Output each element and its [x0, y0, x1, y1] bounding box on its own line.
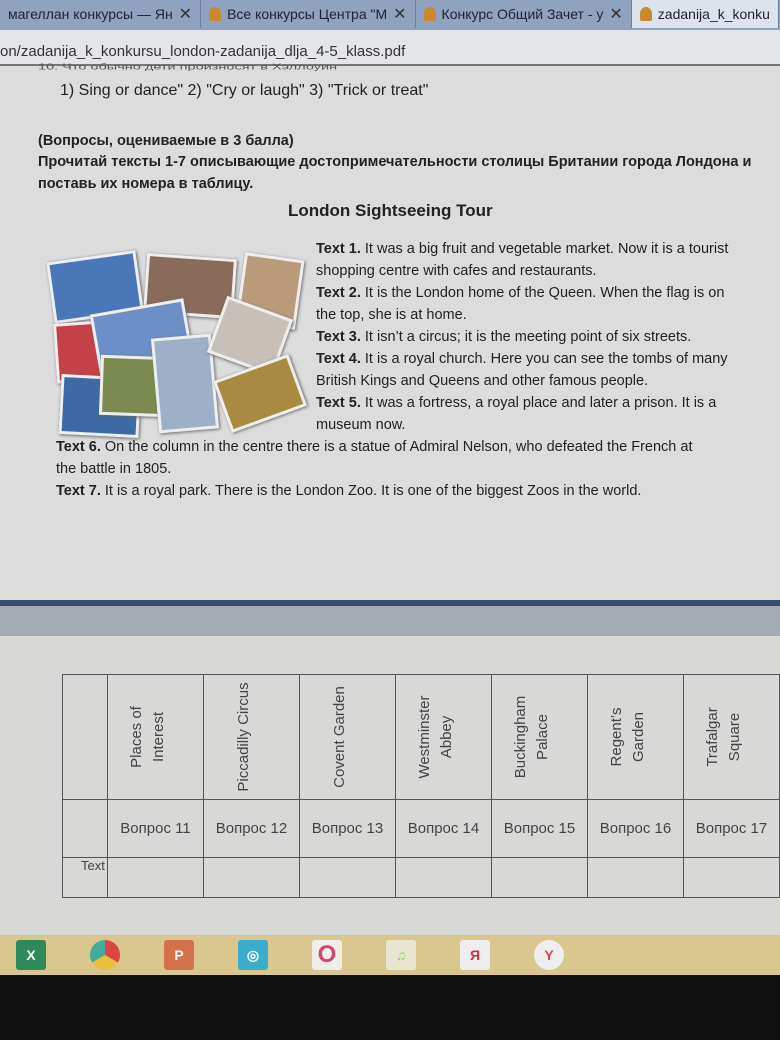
close-icon[interactable]: ✕ — [393, 6, 407, 23]
answer-cell[interactable] — [684, 858, 780, 898]
close-icon[interactable]: ✕ — [178, 6, 193, 23]
pdf-page-2 — [0, 636, 780, 936]
page-separator — [0, 600, 780, 636]
favicon-icon — [209, 7, 221, 21]
text-5: Text 5. It was a fortress, a royal place and later a prison. It is a museum now. — [316, 395, 717, 433]
header-cell: Regent’s Garden — [608, 707, 647, 767]
table-row — [63, 800, 780, 858]
header-cell: Covent Garden — [331, 686, 348, 788]
yandex-browser-icon[interactable]: Y — [534, 940, 564, 970]
question-cell: Вопрос 16 — [588, 800, 684, 858]
answer-cell[interactable] — [588, 858, 684, 898]
instruction: Прочитай тексты 1-7 описывающие достопримечательности столицы Британии города Лондона и поставь их номера в таблицу. — [38, 154, 752, 192]
text-3: Text 3. It isn’t a circus; it is the meeting point of six streets. — [316, 329, 692, 345]
text-1: Text 1. It was a big fruit and vegetable market. Now it is a tourist shopping centre with cafes and restaurants. — [316, 241, 729, 279]
url-text: on/zadanija_k_konkursu_london-zadanija_dlja_4-5_klass.pdf — [0, 43, 406, 60]
header-cell: Piccadilly Circus — [235, 682, 252, 792]
text-6: Text 6. On the column in the centre there is a statue of Admiral Nelson, who defeated the French at the battle in 1805. — [56, 439, 693, 477]
texts-1-5 — [316, 238, 746, 436]
answer-cell[interactable] — [300, 858, 396, 898]
texts-6-7 — [56, 436, 716, 502]
answer-cell[interactable] — [108, 858, 204, 898]
music-icon[interactable]: ♫ — [386, 940, 416, 970]
question-cell: Вопрос 12 — [204, 800, 300, 858]
question-cell: Вопрос 17 — [684, 800, 780, 858]
tab-label: Конкурс Общий Зачет - у — [441, 6, 604, 22]
question-cell: Вопрос 15 — [492, 800, 588, 858]
pdf-page — [0, 62, 780, 606]
cut-off-question: 10. Что обычно дети произносят в Хэллоуин — [38, 62, 338, 72]
yandex-icon[interactable]: Я — [460, 940, 490, 970]
tab-1[interactable] — [0, 0, 201, 28]
powerpoint-icon[interactable]: P — [164, 940, 194, 970]
answer-cell[interactable] — [396, 858, 492, 898]
answer-cell[interactable] — [204, 858, 300, 898]
home-icon[interactable]: ◎ — [238, 940, 268, 970]
favicon-icon — [640, 7, 652, 21]
answer-options: 1) Sing or dance" 2) "Cry or laugh" 3) "Trick or treat" — [60, 82, 429, 99]
tab-bar — [0, 0, 780, 30]
question-cell: Вопрос 13 — [300, 800, 396, 858]
header-cell: Places of Interest — [128, 706, 167, 768]
tab-label: zadanija_k_konku — [657, 6, 770, 22]
text-2: Text 2. It is the London home of the Queen. When the flag is on the top, she is at home. — [316, 285, 725, 323]
doc-title: London Sightseeing Tour — [288, 201, 493, 220]
table-corner — [63, 675, 108, 800]
tab-4[interactable] — [632, 0, 779, 28]
taskbar — [0, 935, 780, 975]
close-icon[interactable]: ✕ — [609, 6, 623, 23]
chrome-icon[interactable] — [90, 940, 120, 970]
tab-label: магеллан конкурсы — Ян — [8, 6, 173, 22]
table-header-row — [63, 675, 780, 800]
points-note: (Вопросы, оцениваемые в 3 балла) — [38, 133, 294, 149]
tab-2[interactable] — [201, 0, 415, 28]
row-label: Text — [63, 858, 108, 898]
text-7: Text 7. It is a royal park. There is the London Zoo. It is one of the biggest Zoos in the world. — [56, 483, 642, 499]
question-cell: Вопрос 14 — [396, 800, 492, 858]
header-cell: Buckingham Palace — [512, 695, 551, 779]
tab-label: Все конкурсы Центра "М — [227, 6, 388, 22]
empty-cell — [63, 800, 108, 858]
opera-icon[interactable]: O — [312, 940, 342, 970]
excel-icon[interactable]: X — [16, 940, 46, 970]
question-cell: Вопрос 11 — [108, 800, 204, 858]
header-cell: Westminster Abbey — [416, 695, 455, 779]
text-4: Text 4. It is a royal church. Here you can see the tombs of many British Kings and Queens and other famous people. — [316, 351, 728, 389]
answer-table — [62, 674, 780, 898]
answer-cell[interactable] — [492, 858, 588, 898]
header-cell: Trafalgar Square — [704, 707, 743, 767]
tab-3[interactable] — [416, 0, 632, 28]
favicon-icon — [424, 7, 436, 21]
table-row — [63, 858, 780, 898]
